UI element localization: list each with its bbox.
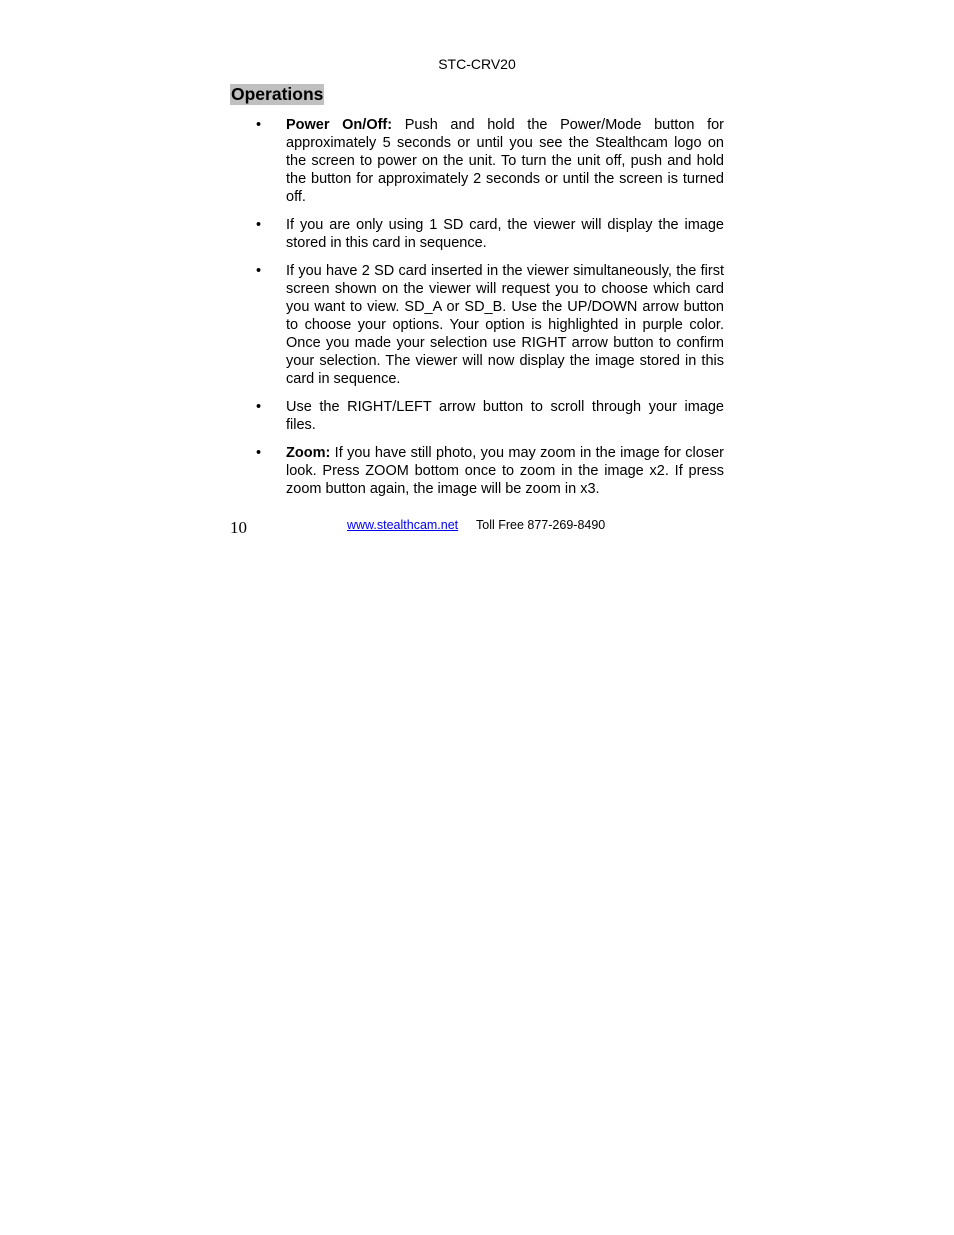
bullet-icon: • — [256, 217, 262, 233]
list-item-text — [286, 444, 724, 498]
list-item-text — [286, 398, 724, 434]
section-heading: Operations — [231, 84, 324, 104]
page-number: 10 — [230, 518, 247, 537]
bullet-icon: • — [256, 117, 262, 133]
toll-free-phone: Toll Free 877-269-8490 — [476, 518, 606, 532]
list-item-text — [286, 216, 724, 252]
list-item-text — [286, 116, 724, 206]
list-item-text — [286, 262, 724, 388]
list-item-lead: Power On/Off: — [286, 117, 393, 133]
bullet-icon: • — [256, 263, 262, 279]
list-item-body: If you have still photo, you may zoom in the image for closer look. Press ZOOM bottom once to zoom in the image x2. If press zoom button again, the image will be zoom in x3. — [286, 445, 724, 497]
list-item-body: If you have 2 SD card inserted in the viewer simultaneously, the first screen shown on the viewer will request you to choose which card you want to view. SD_A or SD_B. Use the UP/DOWN arrow button to choose your options. Your option is highlighted in purple color. Once you made your selection use RIGHT arrow button to confirm your selection. The viewer will now display the image stored in this card in sequence. — [286, 263, 724, 387]
operations-list — [256, 116, 724, 508]
page-header: STC-CRV20 — [438, 56, 516, 72]
list-item-two-cards — [256, 262, 724, 388]
list-item-scroll — [256, 398, 724, 434]
list-item-body: If you are only using 1 SD card, the viewer will display the image stored in this card in sequence. — [286, 217, 724, 251]
list-item-single-card — [256, 216, 724, 252]
list-item-lead: Zoom: — [286, 445, 331, 461]
bullet-icon: • — [256, 399, 262, 415]
list-item-body: Use the RIGHT/LEFT arrow button to scroll through your image files. — [286, 399, 724, 433]
website-link[interactable]: www.stealthcam.net — [347, 518, 459, 532]
bullet-icon: • — [256, 445, 262, 461]
list-item-zoom — [256, 444, 724, 498]
list-item-body: Push and hold the Power/Mode button for approximately 5 seconds or until you see the Stealthcam logo on the screen to power on the unit. To turn the unit off, push and hold the button for approximately 2 seconds or until the screen is turned off. — [286, 117, 724, 205]
list-item-power — [256, 116, 724, 206]
